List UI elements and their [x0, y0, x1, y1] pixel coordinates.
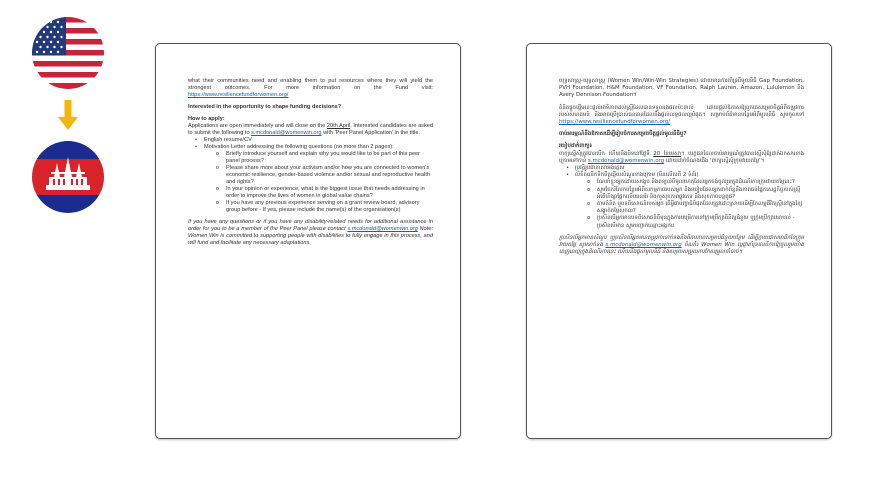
fund-link[interactable]: https://www.resiliencefundforwomen.org/ [188, 92, 289, 98]
english-document-content [188, 78, 433, 252]
section-heading: ចាប់អារម្មណ៍នឹងឱកាសដើម្បីរៀបចំការសម្រេចចិត្តផ្តល់មូលនិធិឬ? [559, 131, 687, 138]
fund-link[interactable]: https://www.resiliencefundforwomen.org/ [559, 119, 671, 126]
question-item: o Briefly introduce yourself and explain why you would like to be part of this peer panel process? [216, 151, 433, 165]
question-item: o If you have any previous experience serving on a grant review board, advisory group before - If yes, please include the name(s) of the organisation(s) [216, 200, 433, 214]
apply-text-2: . Interested candidates are asked to submit the following to [188, 123, 433, 136]
apply-text-1: ពាក្យស្នើសុំត្រូវបានបើក ហើយនឹងបិទនៅថ្ងៃទី [559, 150, 650, 157]
cambodia-flag-icon [32, 141, 104, 213]
questions-list [204, 151, 433, 214]
list-item [559, 172, 804, 230]
email-link[interactable]: s.mcdonald@womenwin.org [588, 157, 665, 164]
apply-text-2: ។ បេក្ខជនដែលចាប់អារម្មណ៍ត្រូវបានស្នើសុំឱ្យដាក់ឯកសារខាងក្រោមទៅកាន់ [559, 150, 804, 164]
question-item: o ប្រសិនបើអ្នកមានបទពិសោធន៍ពីមុនក្នុងការបម្រើការនៅក្រុមប្រឹក្សាពិនិត្យជំនួយ ឬក្រុមប្រឹក្សាយោបល់ - ប្រសិនបើមាន សូមបញ្ជាក់ឈ្មោះអង្គការ [587, 215, 804, 229]
requirements-list [188, 137, 433, 214]
apply-text-1: Applications are open immediately and will close on the [188, 123, 326, 129]
intro-text-2: គំនិតផ្តួចផ្តើមនេះផ្តល់អាទិភាពដល់ស្ត្រីដែលបានទទួលរងផលប៉ះពាល់ ដោយផ្តល់ឱកាសឱ្យពួកគេសម្រេចចិត្តអំពីតម្រូវការរបស់សហគមន៍ និងអាចប្រើប្រាស់ធនធានដែលនឹងផ្តល់លទ្ធផលល្អបំផុត។ សម្រាប់ព័ត៌មានបន្ថែមអំពីមូលនិធិ សូមចូលទៅ [559, 104, 804, 118]
khmer-document-page [526, 43, 832, 439]
deadline: 20th April [326, 123, 351, 129]
list-item [188, 144, 433, 214]
intro-text-1: យុទ្ធសាស្ត្រ-យុទ្ធសាស្ត្រ (Women Win/Win-Win Strategies) ដោយមានការគាំទ្រពីមូលនិធិ Gap Foundation, PVH Foundation, H&M Foundation, VF Foundation, Ralph Lauren, Amazon, Lululemon និង Avery Dennison Foundation។ [559, 78, 804, 99]
list-item-label: លិខិតលើកទឹកចិត្តឆ្លើយសំណួរខាងក្រោម (មិនលើសពី 2 ទំព័រ) [575, 172, 699, 179]
footer-text-2: ចំណាំ៖ Women Win ប្តេជ្ញាគាំទ្រជនពិការឱ្យចូលរួមយ៉ាងពេញលេញក្នុងដំណើរការនេះ ហើយនឹងផ្តល់មូលនិធិ និងសម្របសម្រួលការកែសម្រួលចាំបាច់។ [559, 242, 804, 256]
questions-list [575, 179, 804, 229]
apply-text-3: ដោយដាក់ចំណងជើង 'ពាក្យស្នើសុំក្រុមវាយតម្លៃ'។ [665, 157, 765, 164]
how-to-apply-heading: របៀបដាក់ពាក្យ៖ [559, 143, 592, 150]
us-flag-icon [32, 17, 104, 89]
arrow-down-icon [58, 100, 78, 132]
footer-text-1: If you have any questions or if you have any disability-related needs for additional assistance in order for you to be a member of the Peer Panel please contact [188, 219, 433, 232]
footer-email-link[interactable]: s.mcdonald@womenwin.org [347, 226, 418, 232]
question-item: o តាមគំនិត ឬបទពិសោធន៍របស់អ្នក តើអ្វីជាបញ្ហាធំបំផុតដែលត្រូវដោះស្រាយដើម្បីកែលម្អជីវិតស្ត្រីនៅក្នុងខ្សែសង្វាក់តម្លៃសកល? [587, 201, 804, 215]
list-item: • English resume/CV [188, 137, 433, 144]
question-item: o សូមចែករំលែកបន្ថែមអំពីសកម្មភាពរបស់អ្នក និងរបៀបដែលអ្នកពាក់ព័ន្ធនឹងភាពធន់ផ្នែកសេដ្ឋកិច្ចរបស់ស្ត្រី អំពើហិង្សាផ្អែកលើយេនឌ័រ និង/ឬសុខភាពផ្លូវភេទ និងសុខភាពបន្តពូជ? [587, 187, 804, 201]
question-item: o In your opinion or experience, what is the biggest issue that needs addressing in order to improve the lives of women in global value chains? [216, 186, 433, 200]
question-item: o ណែនាំខ្លួនអ្នកដោយសង្ខេប និងពន្យល់ពីមូលហេតុដែលអ្នកចង់ចូលរួមក្នុងដំណើរការក្រុមវាយតម្លៃនេះ? [587, 179, 804, 186]
footer-email-link[interactable]: s.mcdonald@womenwin.org [605, 242, 682, 249]
list-item: • ប្រវត្តិរូបជាភាសាអង់គ្លេស [559, 165, 804, 172]
requirements-list [559, 165, 804, 230]
section-heading: Interested in the opportunity to shape funding decisions? [188, 104, 342, 110]
how-to-apply-heading: How to apply: [188, 116, 225, 122]
khmer-document-content [559, 78, 804, 261]
intro-text: what their communities need and enabling them to put resources where they will yield the strongest outcomes. For more information on the Fund visit: [188, 78, 433, 91]
deadline: 20 ខែមេសា [653, 150, 681, 157]
english-document-page [155, 43, 461, 439]
question-item: o Please share more about your activism and/or how you are connected to women's economic resilience, gender-based violence and/or sexual and reproductive health and rights? [216, 165, 433, 186]
email-link[interactable]: s.mcdonald@womenwin.org [251, 130, 322, 136]
list-item-label: Motivation Letter addressing the following questions (no more than 2 pages): [204, 144, 394, 150]
footer-text-1: ប្រសិនបើអ្នកមានសំណួរ ឬប្រសិនបើអ្នកមានតម្រូវការទាក់ទងនឹងពិការភាពសម្រាប់ជំនួយបន្ថែម ដើម្បីក្លាយជាសមាជិកនៃក្រុមវាយតម្លៃ សូមទាក់ទង [559, 234, 804, 249]
footer-text-2: Note: Women Win is committed to supporting people with disabilities to fully engage in this process, and will fund and facilitate any necessary adaptations. [188, 226, 433, 246]
apply-text-3: with 'Peer Panel Application' in the title. [323, 130, 421, 136]
